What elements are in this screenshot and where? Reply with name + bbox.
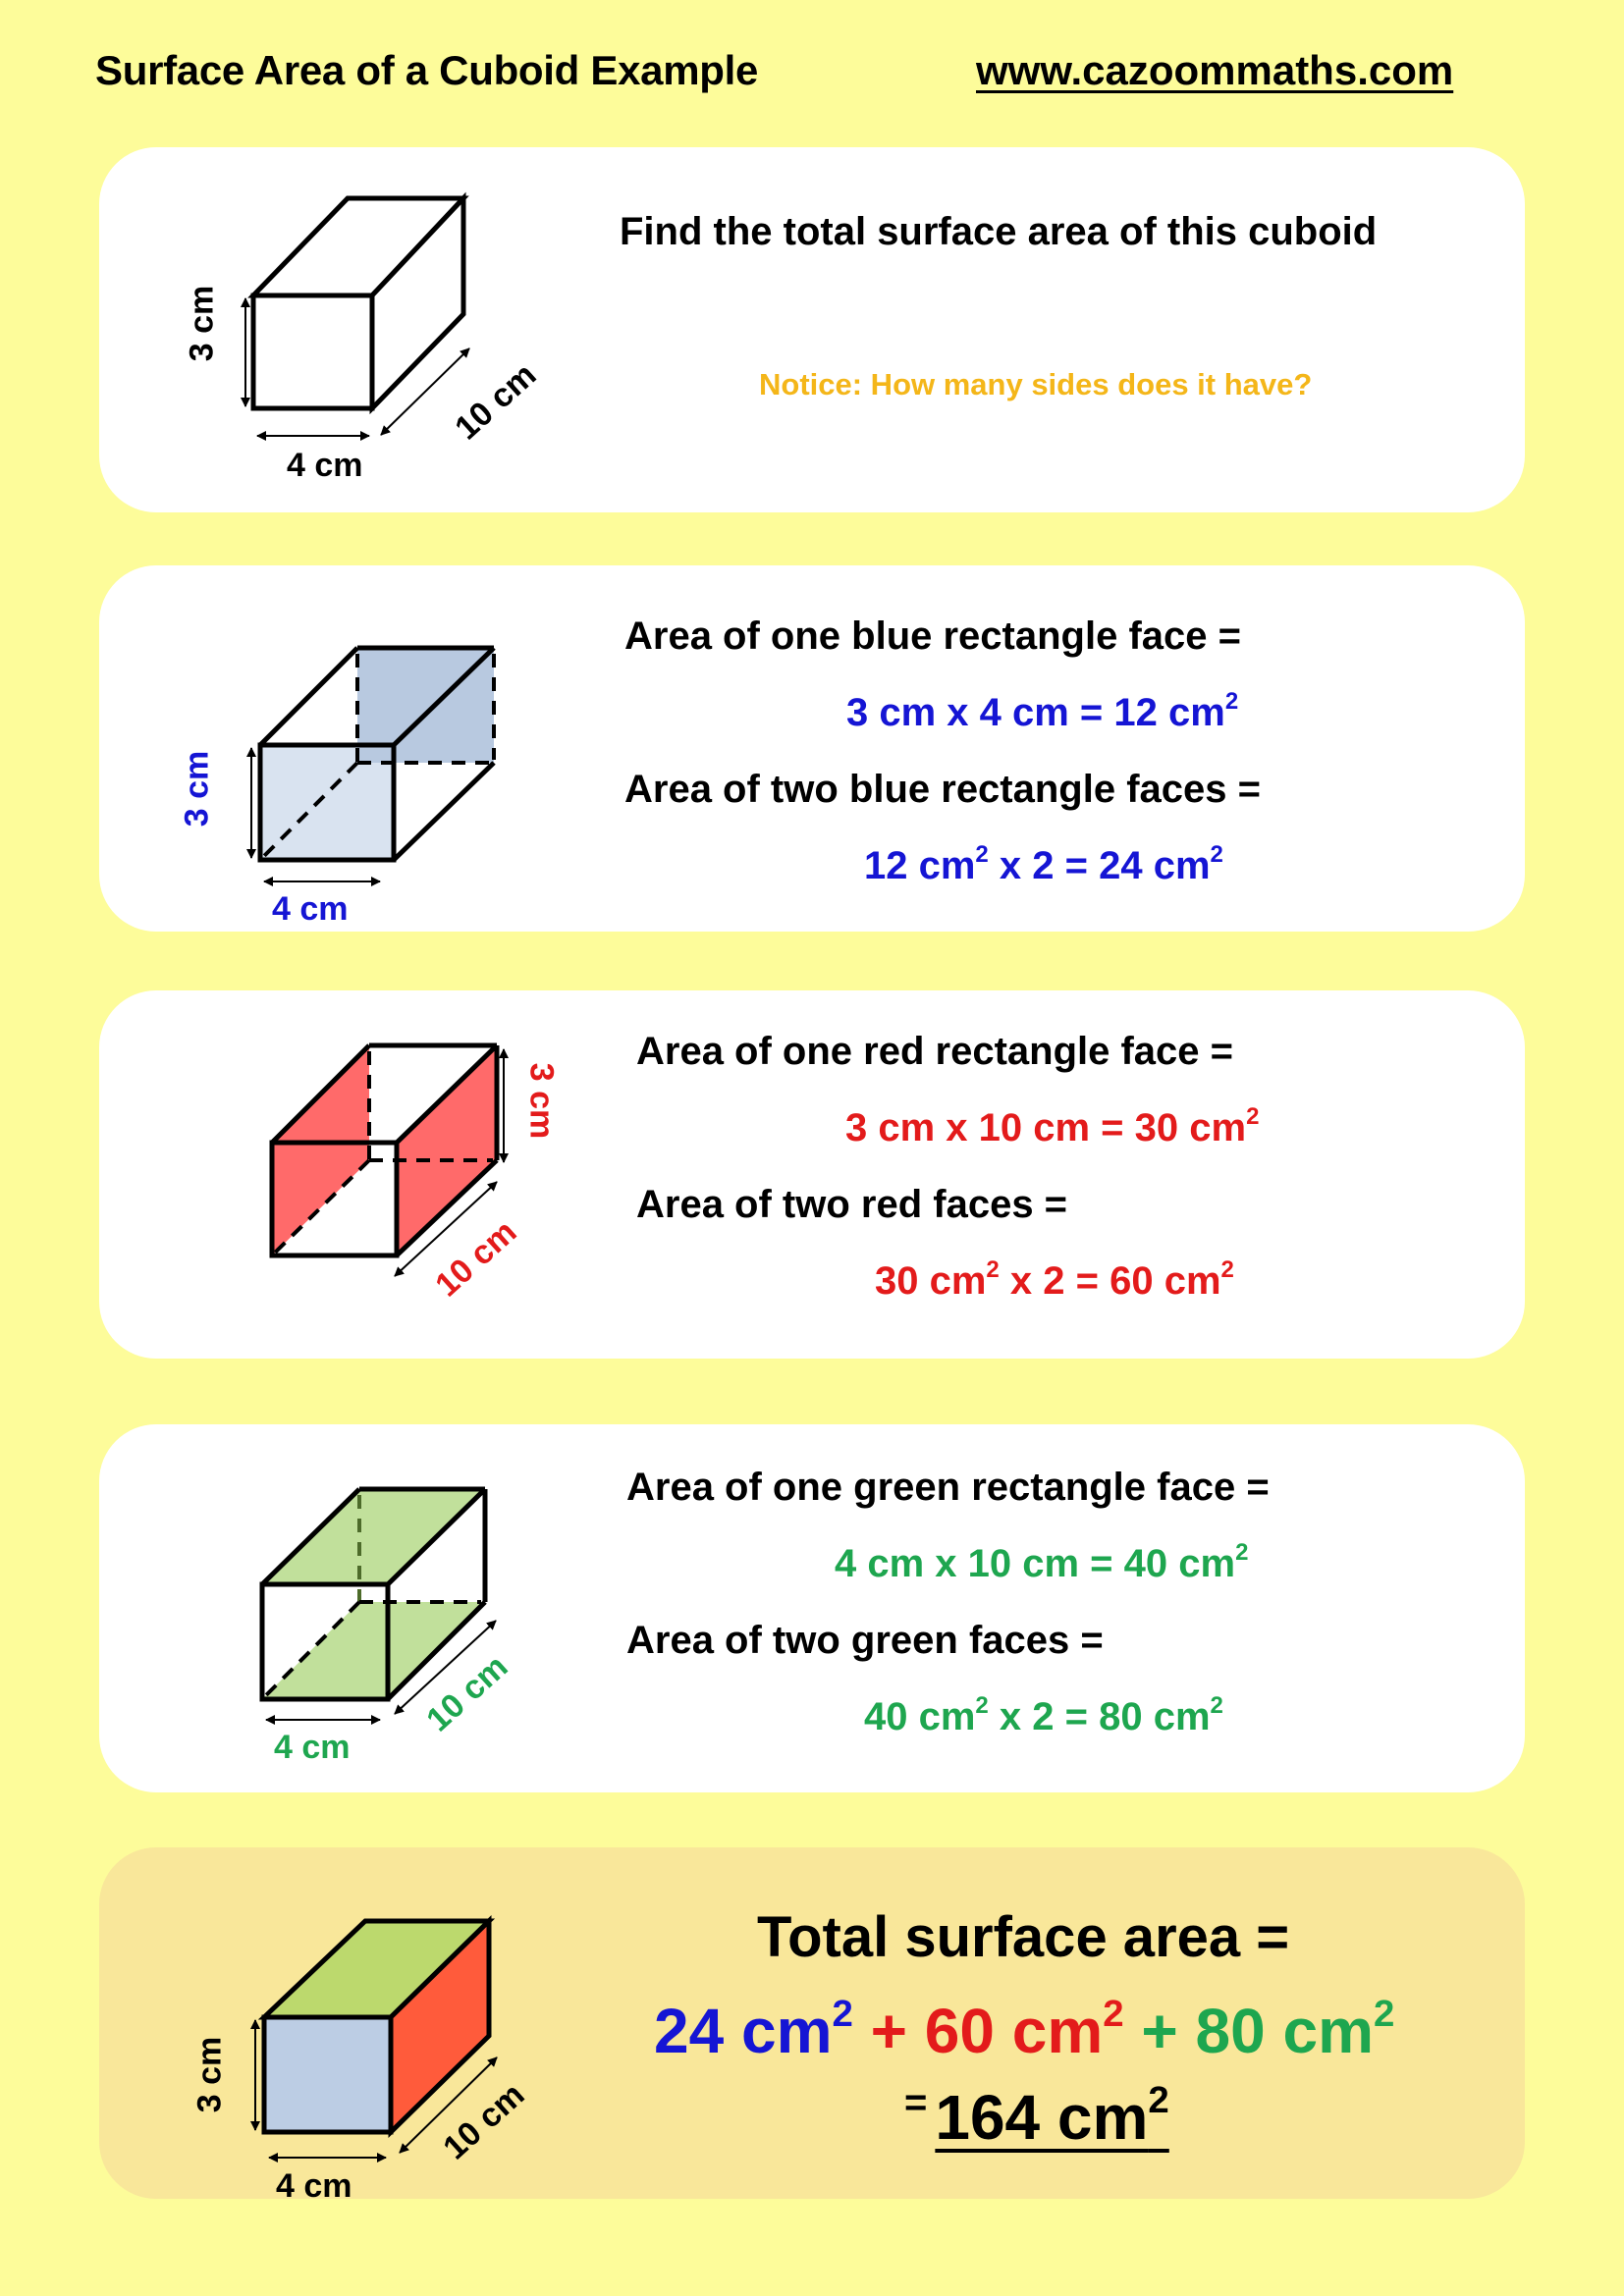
depth-label: 10 cm [448,355,544,448]
green-one-face-label: Area of one green rectangle face = [626,1466,1270,1509]
notice-text: Notice: How many sides does it have? [759,367,1313,401]
total-panel [99,1847,1525,2205]
width-label: 4 cm [272,890,349,928]
result-value: 164 $cm^2$ [935,2079,1169,2153]
red-one-face-calc: 3 cm x 10 cm = 30 $cm^2$ [845,1103,1260,1149]
blue-faces-panel [99,565,1525,932]
depth-label: 10 cm [428,1212,524,1305]
width-label: 4 cm [274,1729,351,1766]
plus-operator: + [1123,1996,1196,2066]
red-two-faces-calc: 30 $cm^2$ x 2 = 60 $cm^2$ [875,1256,1234,1303]
question-text: Find the total surface area of this cuboid [620,210,1378,253]
website-link[interactable]: www.cazoommaths.com [976,47,1454,93]
plus-operator: + [852,1996,925,2066]
depth-label: 10 cm [436,2075,532,2167]
height-label: 3 cm [178,750,216,828]
blue-cuboid-diagram [99,565,590,932]
equals-sign: = [904,2081,928,2124]
blue-two-faces-label: Area of two blue rectangle faces = [624,768,1261,811]
red-two-faces-label: Area of two red faces = [636,1183,1068,1226]
total-heading: Total surface area = [757,1905,1290,1969]
blue-term: 24 $cm^2$ [654,1993,853,2066]
red-cuboid-diagram [99,990,590,1359]
green-faces-panel [99,1424,1525,1792]
green-one-face-calc: 4 cm x 10 cm = 40 $cm^2$ [835,1539,1249,1585]
height-label: 3 cm [522,1062,561,1140]
red-faces-panel [99,990,1525,1359]
page-title: Surface Area of a Cuboid Example [95,47,759,93]
green-term: 80 $cm^2$ [1195,1993,1395,2066]
blue-one-face-calc: 3 cm x 4 cm = 12 $cm^2$ [846,688,1239,734]
red-term: 60 $cm^2$ [924,1993,1124,2066]
depth-label: 10 cm [419,1647,515,1739]
total-result [904,2081,1169,2154]
width-label: 4 cm [287,447,363,484]
red-one-face-label: Area of one red rectangle face = [636,1030,1234,1073]
question-panel [99,147,1525,512]
blue-one-face-label: Area of one blue rectangle face = [624,614,1241,658]
coloured-cuboid-diagram [99,1847,590,2199]
height-label: 3 cm [190,2036,229,2113]
width-label: 4 cm [276,2167,352,2205]
height-label: 3 cm [183,285,221,362]
total-sum-expression [654,1995,1394,2067]
green-two-faces-label: Area of two green faces = [626,1619,1104,1662]
green-two-faces-calc: 40 $cm^2$ x 2 = 80 $cm^2$ [864,1692,1223,1738]
blue-two-faces-calc: 12 $cm^2$ x 2 = 24 $cm^2$ [864,841,1223,887]
